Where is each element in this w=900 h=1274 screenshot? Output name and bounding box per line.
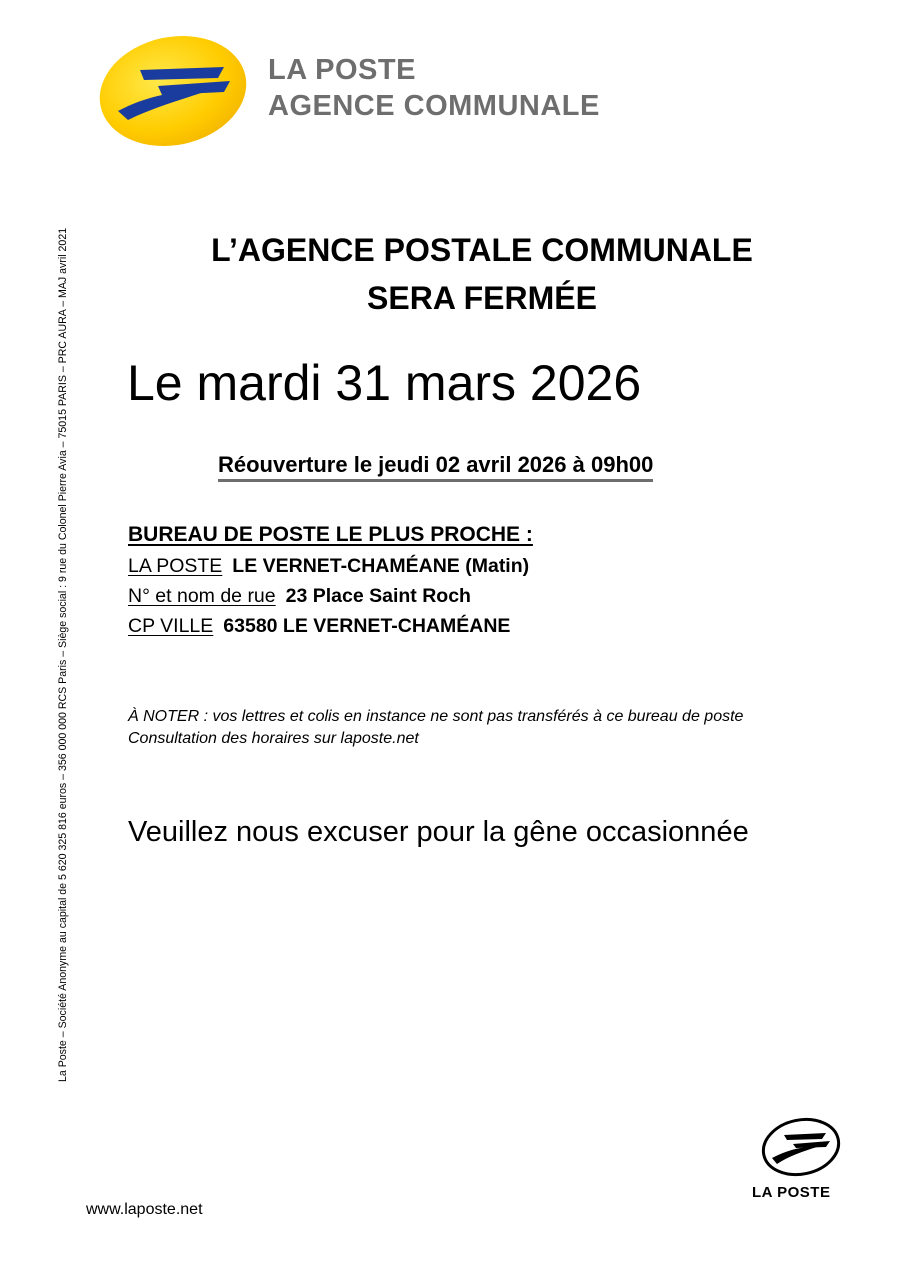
website-url: www.laposte.net xyxy=(86,1201,203,1218)
office-street-label: N° et nom de rue xyxy=(128,585,276,607)
office-city-row xyxy=(128,617,510,637)
note-line-1: À NOTER : vos lettres et colis en instance ne sont pas transférés à ce bureau de poste xyxy=(128,708,744,725)
office-name-value: LE VERNET-CHAMÉANE (Matin) xyxy=(232,555,530,577)
reopening-notice: Réouverture le jeudi 02 avril 2026 à 09h00 xyxy=(218,454,653,482)
closing-date: Le mardi 31 mars 2026 xyxy=(127,355,642,411)
la-poste-bird-icon xyxy=(98,34,248,149)
note-line-2: Consultation des horaires sur laposte.net xyxy=(128,730,419,747)
office-name-row xyxy=(128,557,529,577)
apology-message: Veuillez nous excuser pour la gêne occasionnée xyxy=(128,816,749,848)
office-street-value: 23 Place Saint Roch xyxy=(285,585,471,607)
headline-line-2: SERA FERMÉE xyxy=(367,280,597,316)
brand-title-line-1: LA POSTE xyxy=(268,54,416,86)
la-poste-bird-outline-icon xyxy=(760,1116,842,1178)
footer-brand: LA POSTE xyxy=(752,1184,831,1201)
office-street-row xyxy=(128,587,471,607)
office-city-label: CP VILLE xyxy=(128,615,214,637)
office-name-label: LA POSTE xyxy=(128,555,223,577)
headline-line-1: L’AGENCE POSTALE COMMUNALE xyxy=(211,232,753,268)
office-city-value: 63580 LE VERNET-CHAMÉANE xyxy=(223,615,511,637)
brand-title-line-2: AGENCE COMMUNALE xyxy=(268,90,600,122)
nearest-office-title: BUREAU DE POSTE LE PLUS PROCHE : xyxy=(128,523,533,546)
legal-mention: La Poste – Société Anonyme au capital de 5 620 325 816 euros – 356 000 000 RCS Paris – Siège social : 9 rue du Colonel Pierre Avia – 75015 PARIS – PRC AURA – MAJ avril 2021 xyxy=(57,227,69,1082)
